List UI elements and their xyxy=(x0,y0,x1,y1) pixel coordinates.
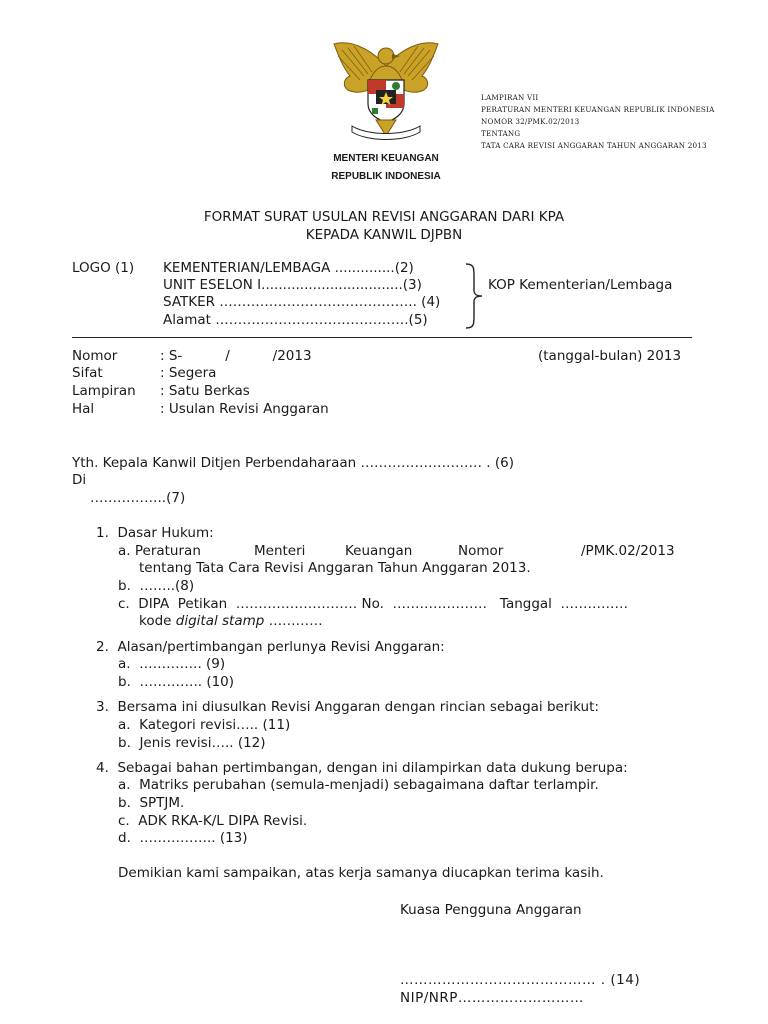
letterhead-line: UNIT ESELON I.................................(3) xyxy=(163,277,422,293)
nomor-value: : S- / /2013 xyxy=(160,348,312,364)
closing-sentence: Demikian kami sampaikan, atas kerja samanya diucapkan terima kasih. xyxy=(118,865,604,881)
list-item: c. DIPA Petikan ……………………… No. ………………… Tanggal …………… xyxy=(118,596,629,612)
list-item: 2. Alasan/pertimbangan perlunya Revisi Anggaran: xyxy=(96,639,445,655)
attachment-line: TENTANG xyxy=(481,129,521,138)
di-label: Di xyxy=(72,472,87,488)
lampiran-value: : Satu Berkas xyxy=(160,383,250,399)
list-item: 1. Dasar Hukum: xyxy=(96,525,214,541)
attachment-line: LAMPIRAN VII xyxy=(481,93,539,102)
letterhead-line: Alamat …………………………………….(5) xyxy=(163,312,428,328)
list-item: b. ……..(8) xyxy=(118,578,195,594)
recipient-place: ……………..(7) xyxy=(90,490,186,506)
list-item: a. Matriks perubahan (semula-menjadi) sebagaimana daftar terlampir. xyxy=(118,777,599,793)
list-item: a. ………….. (9) xyxy=(118,656,226,672)
list-item-word: Menteri xyxy=(254,543,306,559)
signatory-nip: NIP/NRP……………………… xyxy=(400,990,584,1006)
attachment-line: TATA CARA REVISI ANGGARAN TAHUN ANGGARAN 2013 xyxy=(481,141,707,150)
kop-label: KOP Kementerian/Lembaga xyxy=(488,277,673,293)
document-title-line2: KEPADA KANWIL DJPBN xyxy=(305,227,463,243)
attachment-line: NOMOR 32/PMK.02/2013 xyxy=(481,117,580,126)
nomor-label: Nomor xyxy=(72,348,118,364)
list-item: 3. Bersama ini diusulkan Revisi Anggaran dengan rincian sebagai berikut: xyxy=(96,699,599,715)
list-item: 4. Sebagai bahan pertimbangan, dengan ini dilampirkan data dukung berupa: xyxy=(96,760,628,776)
letterhead-line: KEMENTERIAN/LEMBAGA ..............(2) xyxy=(163,260,414,276)
list-item: a. Kategori revisi….. (11) xyxy=(118,717,291,733)
signatory-name: …………………………………… . (14) xyxy=(400,972,641,988)
letter-date: (tanggal-bulan) 2013 xyxy=(538,348,682,364)
signatory-role: Kuasa Pengguna Anggaran xyxy=(400,902,582,918)
list-item: c. ADK RKA-K/L DIPA Revisi. xyxy=(118,813,308,829)
list-item-word: /PMK.02/2013 xyxy=(581,543,675,559)
hal-label: Hal xyxy=(72,401,95,417)
hal-value: : Usulan Revisi Anggaran xyxy=(160,401,329,417)
list-item-continuation: kode digital stamp ………… xyxy=(139,613,323,629)
curly-brace-icon xyxy=(462,262,486,330)
sifat-label: Sifat xyxy=(72,365,103,381)
list-item: b. SPTJM. xyxy=(118,795,185,811)
list-item: b. Jenis revisi….. (12) xyxy=(118,735,266,751)
letterhead-line: SATKER …………………………………….. (4) xyxy=(163,294,441,310)
garuda-emblem-icon xyxy=(328,36,444,148)
minister-title-line1: MENTERI KEUANGAN xyxy=(333,153,439,164)
document-title-line1: FORMAT SURAT USULAN REVISI ANGGARAN DARI KPA xyxy=(203,209,565,225)
logo-placeholder: LOGO (1) xyxy=(72,260,135,276)
attachment-line: PERATURAN MENTERI KEUANGAN REPUBLIK INDONESIA xyxy=(481,105,715,114)
list-item: d. …………….. (13) xyxy=(118,830,248,846)
lampiran-label: Lampiran xyxy=(72,383,136,399)
minister-title-line2: REPUBLIK INDONESIA xyxy=(331,171,441,182)
list-item: a. Peraturan xyxy=(118,543,201,559)
letterhead-divider xyxy=(72,337,692,338)
list-item-continuation: tentang Tata Cara Revisi Anggaran Tahun Anggaran 2013. xyxy=(139,560,531,576)
list-item-word: Nomor xyxy=(458,543,504,559)
sifat-value: : Segera xyxy=(160,365,217,381)
list-item: b. ………….. (10) xyxy=(118,674,235,690)
recipient-line: Yth. Kepala Kanwil Ditjen Perbendaharaan ……………………… . (6) xyxy=(72,455,514,471)
list-item-word: Keuangan xyxy=(345,543,413,559)
